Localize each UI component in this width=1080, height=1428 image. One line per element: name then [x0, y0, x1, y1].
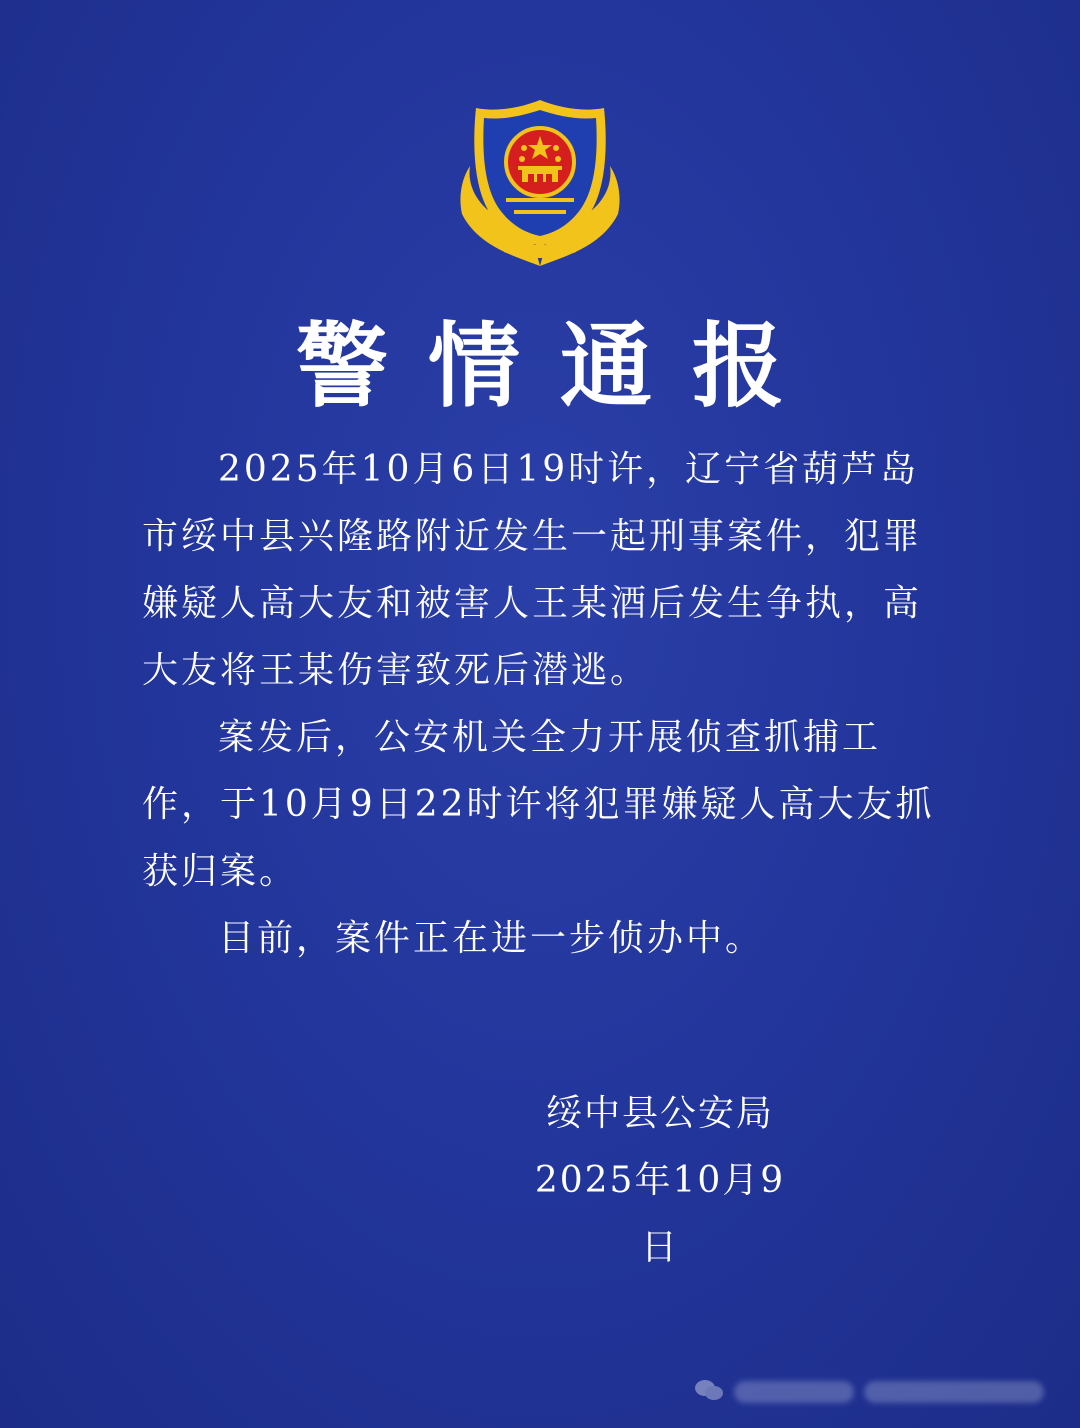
watermark — [694, 1378, 1044, 1406]
notice-body — [142, 436, 942, 972]
wechat-icon — [694, 1378, 724, 1406]
notice-title: 警情通报 — [295, 313, 824, 420]
paragraph-status: 目前，案件正在进一步侦办中。 — [218, 918, 765, 959]
police-badge-icon — [456, 96, 624, 270]
paragraph-incident: 2025年10月6日19时许，辽宁省葫芦岛市绥中县兴隆路附近发生一起刑事案件，犯罪嫌疑人高大友和被害人王某酒后发生争执，高大友将王某伤害致死后潜逃。 — [142, 449, 923, 691]
watermark-blur-right — [864, 1381, 1044, 1403]
watermark-blur-left — [734, 1381, 854, 1403]
paragraph-arrest: 案发后，公安机关全力开展侦查抓捕工作，于10月9日22时许将犯罪嫌疑人高大友抓获归案。 — [142, 717, 935, 892]
signature-block — [520, 1080, 800, 1281]
issuing-organization: 绥中县公安局 — [545, 1093, 774, 1134]
issue-date: 2025年10月9日 — [534, 1160, 786, 1268]
